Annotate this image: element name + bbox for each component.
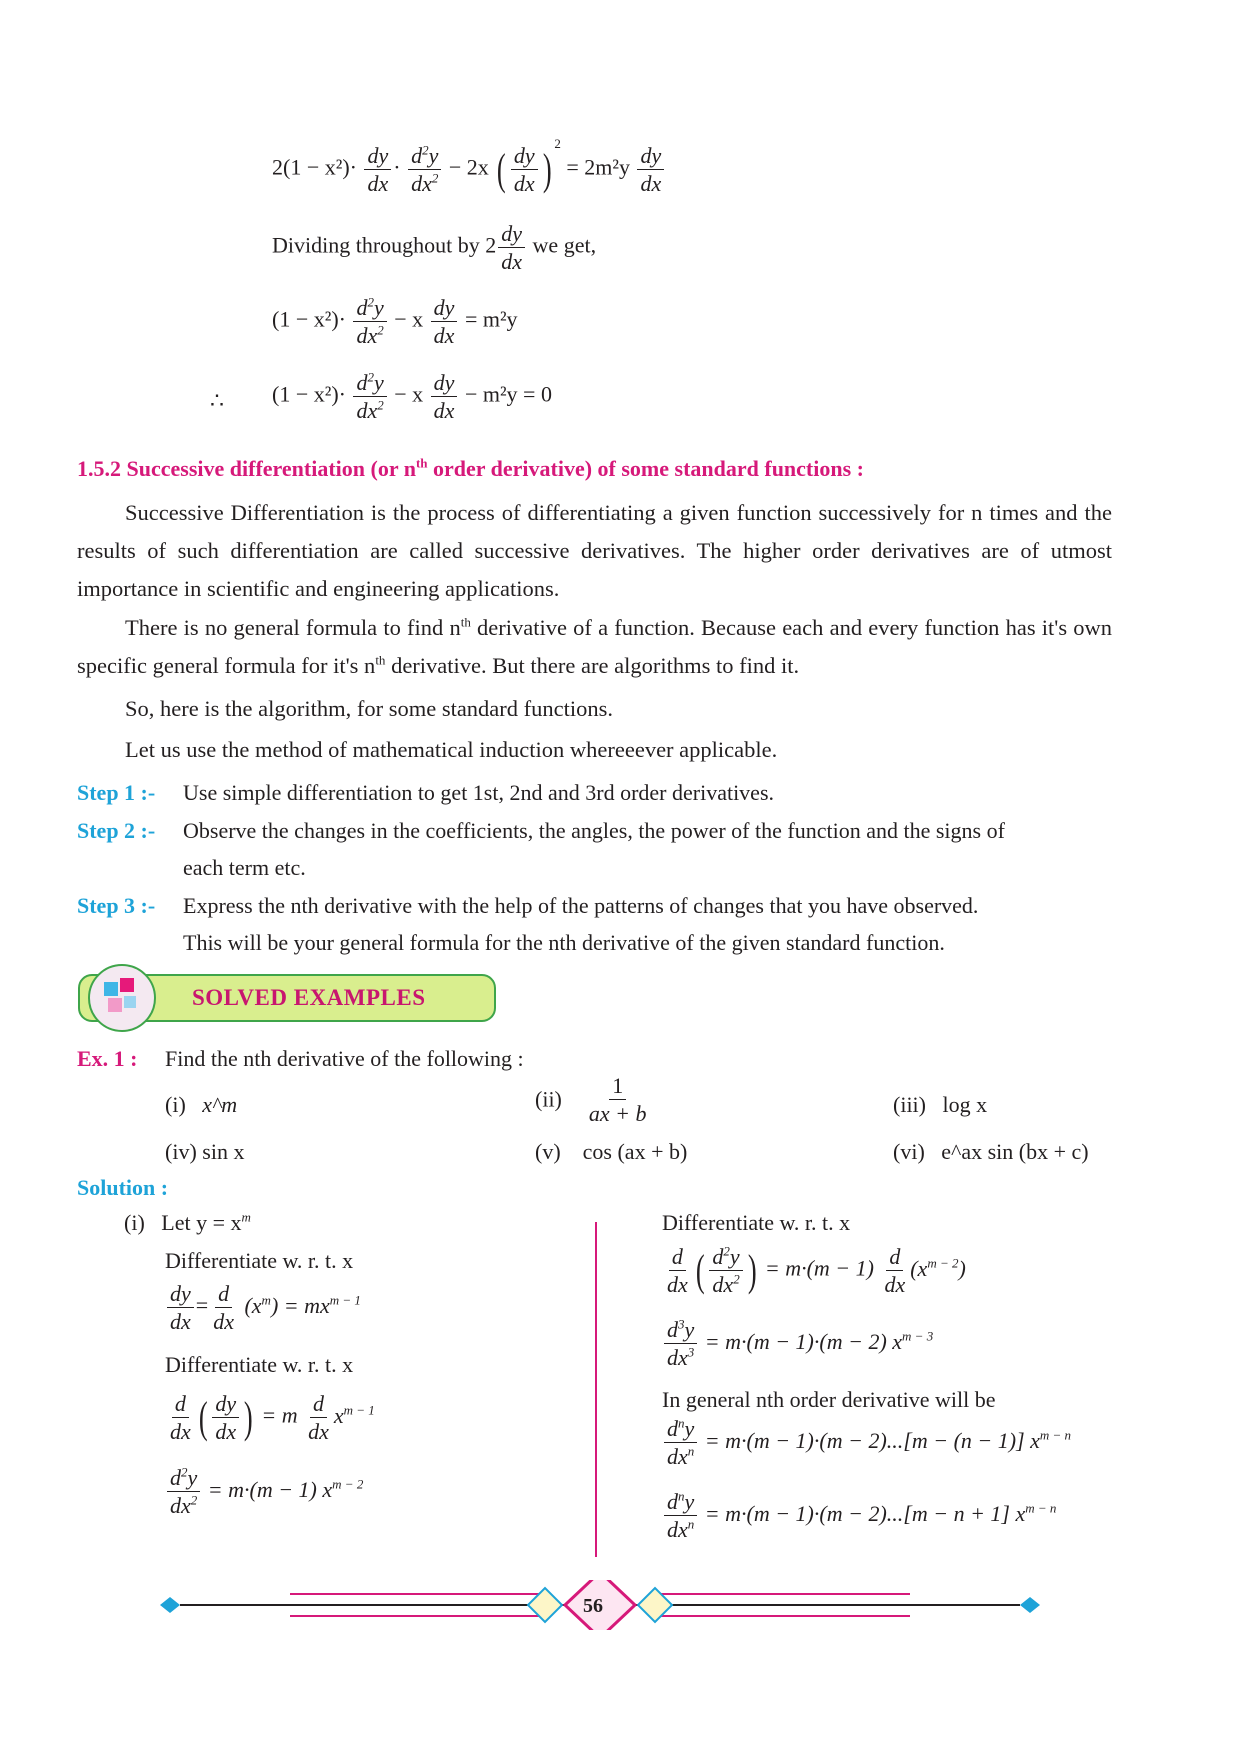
column-divider xyxy=(595,1222,597,1557)
frac-d2y-dx2: $\frac{d^2y}{dx^2}$ xyxy=(408,144,441,195)
step-3-text-line1: Express the nth derivative with the help of the patterns of changes that you have observed. xyxy=(183,893,979,918)
puzzle-icon xyxy=(88,964,156,1032)
frac-dy-dx: $\frac{dy}{dx}$ xyxy=(364,144,391,195)
second-derivative-step: $\frac{d}{dx}$ ( $\frac{dy}{dx}$ ) = m $\frac{d}{dx}$ $x^{m - 1}$ xyxy=(170,1391,375,1445)
example-prompt: Find the nth derivative of the following : xyxy=(165,1046,524,1071)
divide-line: Dividing throughout by 2 $\frac{dy}{dx}$ we get, xyxy=(272,221,597,275)
diff-wrt-2: Differentiate w. r. t. x xyxy=(165,1352,354,1377)
example-label: Ex. 1 : xyxy=(77,1046,138,1071)
solution-part-i: (i) Let $y = x^m$ xyxy=(124,1209,251,1235)
solution-label: Solution : xyxy=(77,1175,169,1200)
item-iv: (iv) sin x xyxy=(165,1139,245,1164)
paragraph-2: There is no general formula to find $n^{th}$ derivative of a function. Because each and every function has it's own specific general formula for it's $n^{th}$ derivative. But there are algorithms to find it. xyxy=(77,614,1113,678)
equation-4: (1 − x²)· $\frac{d^2y}{dx^2}$ − x $\frac{dy}{dx}$ − m²y = 0 xyxy=(272,369,552,424)
step-1-label: Step 1 :- xyxy=(77,780,156,805)
second-derivative: $\frac{d^2y}{dx^2}$ = m·(m − 1) $x^{m - 2}$ xyxy=(165,1466,363,1517)
section-heading: 1.5.2 Successive differentiation (or $n^{th}$ order derivative) of some standard functions : xyxy=(77,455,864,481)
frac-dy-dx-sq: $\frac{dy}{dx}$ xyxy=(511,144,538,195)
therefore-symbol: ∴ xyxy=(210,388,224,413)
item-v: (v) cos (ax + b) xyxy=(535,1139,688,1164)
step-2-text-line1: Observe the changes in the coefficients, the angles, the power of the function and the signs of xyxy=(183,818,1005,843)
paragraph-4: Let us use the method of mathematical induction whereeever applicable. xyxy=(125,737,778,762)
item-vi: (vi) e^ax sin (bx + c) xyxy=(893,1139,1089,1164)
diff-wrt-1: Differentiate w. r. t. x xyxy=(165,1248,354,1273)
paragraph-1: Successive Differentiation is the process of differentiating a given function successively for n times and the results of such differentiation are called successive derivatives. The higher order derivatives are of utmost importance in scientific and engineering applications. xyxy=(77,500,1112,601)
page-number: 56 xyxy=(583,1595,603,1617)
step-2-label: Step 2 :- xyxy=(77,818,156,843)
third-derivative-step: $\frac{d}{dx}$ ( $\frac{d^2y}{dx^2}$ ) = m·(m − 1) $\frac{d}{dx}$ $(x^{m - 2})$ xyxy=(667,1243,966,1298)
in-general: In general nth order derivative will be xyxy=(662,1387,996,1412)
step-3-label: Step 3 :- xyxy=(77,893,156,918)
first-derivative: $\frac{dy}{dx}$ = $\frac{d}{dx}$ $(x^m) = mx^{m - 1}$ xyxy=(165,1282,361,1333)
third-derivative: $\frac{d^3y}{dx^3}$ = m·(m − 1)·(m − 2) $x^{m - 3}$ xyxy=(662,1318,933,1369)
paragraph-3: So, here is the algorithm, for some standard functions. xyxy=(125,696,614,721)
diff-wrt-3: Differentiate w. r. t. x xyxy=(662,1210,851,1235)
nth-derivative-2: $\frac{d^ny}{dx^n}$ = m·(m − 1)·(m − 2)...[m − n + 1] $x^{m - n}$ xyxy=(662,1490,1056,1541)
step-3-text-line2: This will be your general formula for the nth derivative of the given standard function. xyxy=(183,930,945,955)
item-ii: (ii) $\frac{1}{ax + b}$ xyxy=(535,1073,647,1127)
banner-title: SOLVED EXAMPLES xyxy=(192,985,426,1010)
nth-derivative-1: $\frac{d^ny}{dx^n}$ = m·(m − 1)·(m − 2)...[m − (n − 1)] $x^{m - n}$ xyxy=(662,1417,1071,1468)
equation-1: 2(1 − x²)· $\frac{dy}{dx}$ · $\frac{d^2y}{dx^2}$ − 2x ( $\frac{dy}{dx}$ )$^2$ = 2m²y $\frac{dy}{dx}$ xyxy=(272,144,666,195)
step-2-text-line2: each term etc. xyxy=(183,855,306,880)
equation-3: (1 − x²)· $\frac{d^2y}{dx^2}$ − x $\frac{dy}{dx}$ = m²y xyxy=(272,294,518,349)
item-iii: (iii) log x xyxy=(893,1092,988,1117)
item-i: (i) x^m xyxy=(165,1092,238,1117)
step-1-text: Use simple differentiation to get 1st, 2nd and 3rd order derivatives. xyxy=(183,780,775,805)
